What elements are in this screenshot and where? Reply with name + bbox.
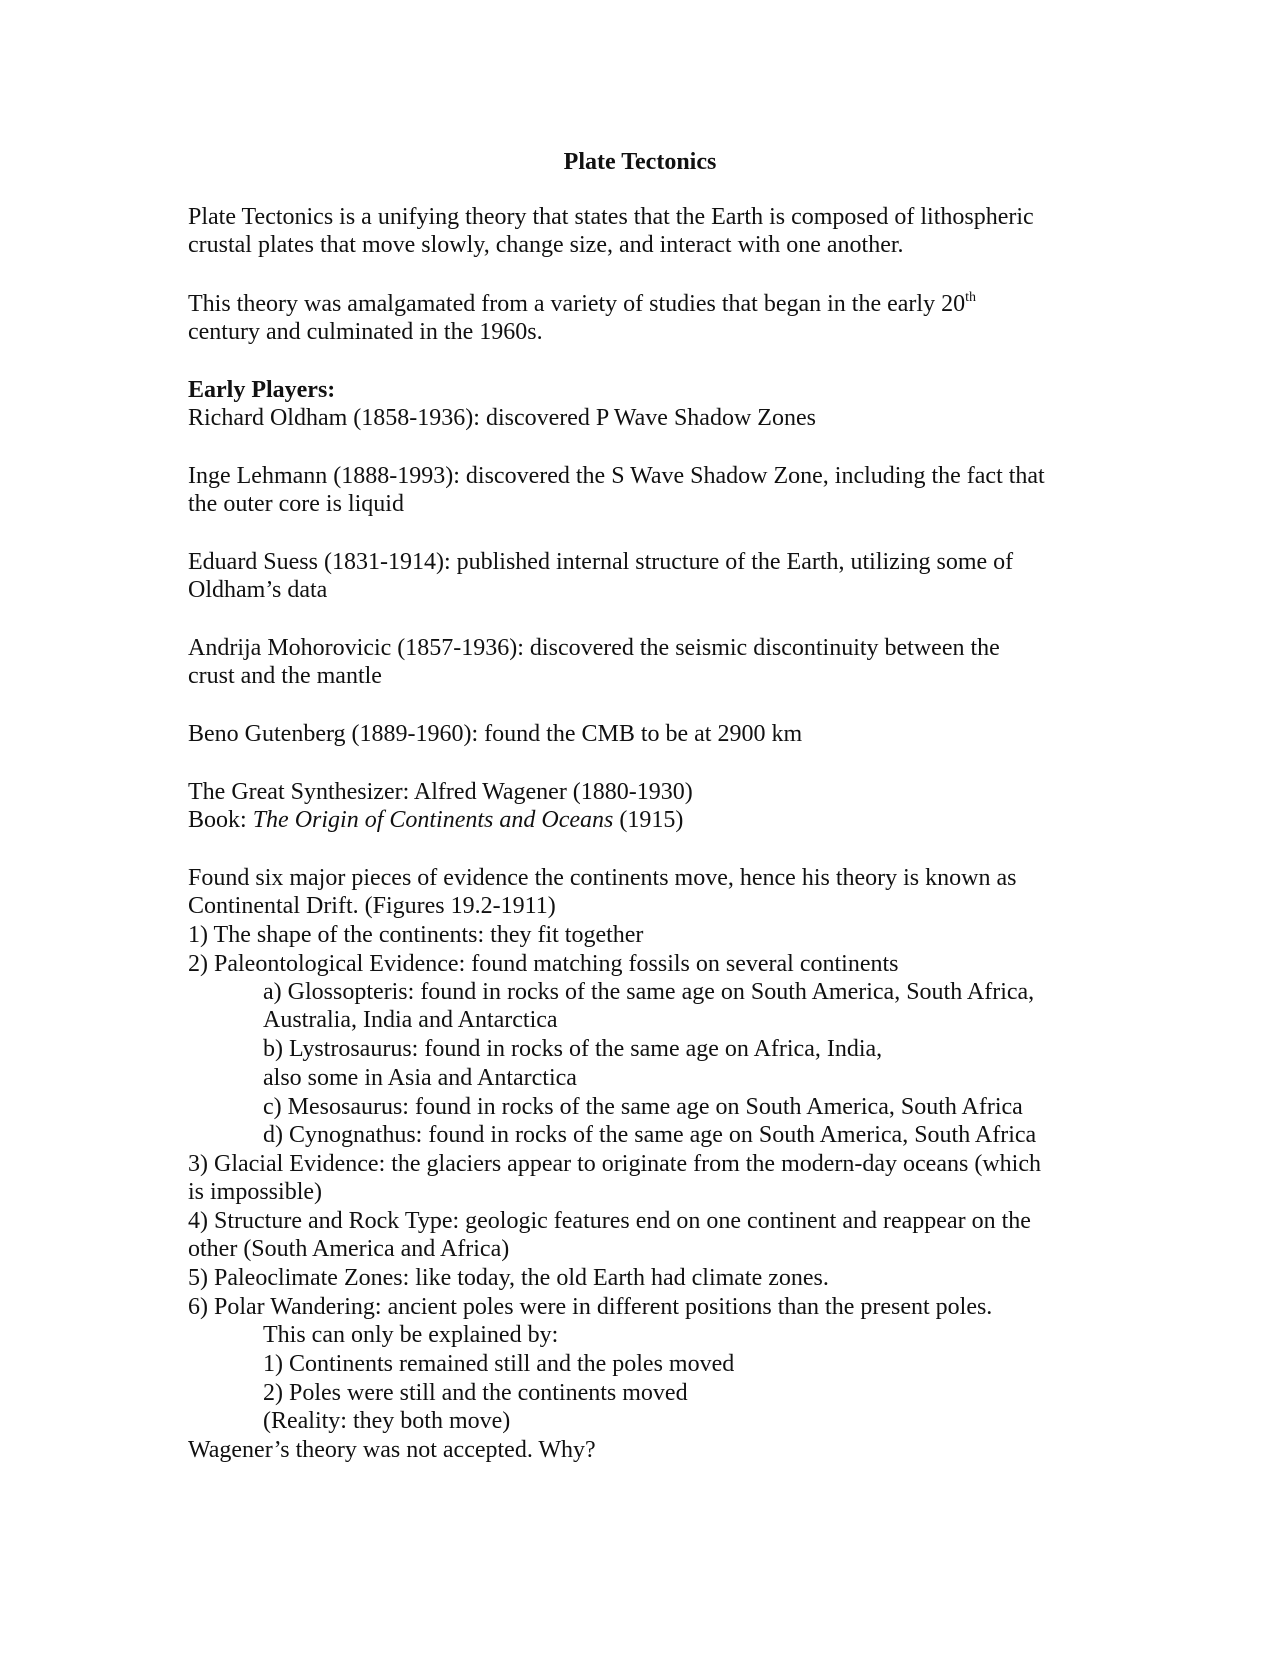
evidence-intro-line-1: Found six major pieces of evidence the continents move, hence his theory is known as: [188, 865, 1017, 891]
page-title: Plate Tectonics: [563, 149, 717, 175]
evidence-item-6-option-2: 2) Poles were still and the continents moved: [263, 1380, 688, 1406]
intro-line-1: Plate Tectonics is a unifying theory that states that the Earth is composed of lithospheric: [188, 204, 1034, 230]
evidence-item-5: 5) Paleoclimate Zones: like today, the old Earth had climate zones.: [188, 1265, 829, 1291]
synthesizer-line: The Great Synthesizer: Alfred Wagener (1880-1930): [188, 779, 693, 805]
evidence-item-1: 1) The shape of the continents: they fit together: [188, 922, 644, 948]
evidence-item-2b-line-2: also some in Asia and Antarctica: [263, 1065, 577, 1091]
evidence-item-2d: d) Cynognathus: found in rocks of the same age on South America, South Africa: [263, 1122, 1037, 1148]
book-title: The Origin of Continents and Oceans: [252, 807, 614, 833]
evidence-item-6-reality: (Reality: they both move): [263, 1408, 511, 1434]
evidence-item-2c: c) Mesosaurus: found in rocks of the same age on South America, South Africa: [263, 1094, 1023, 1120]
history-line-1: [188, 290, 976, 318]
player-mohorovicic-line-1: Andrija Mohorovicic (1857-1936): discovered the seismic discontinuity between the: [188, 635, 1000, 661]
evidence-item-2: 2) Paleontological Evidence: found matching fossils on several continents: [188, 951, 899, 977]
evidence-item-4-line-2: other (South America and Africa): [188, 1236, 510, 1262]
evidence-item-2a-line-2: Australia, India and Antarctica: [263, 1007, 558, 1033]
book-line: [188, 806, 683, 834]
player-lehmann-line-2: the outer core is liquid: [188, 491, 404, 517]
player-suess-line-1: Eduard Suess (1831-1914): published internal structure of the Earth, utilizing some of: [188, 549, 1014, 575]
ordinal-superscript: th: [965, 290, 976, 305]
history-text: This theory was amalgamated from a variety of studies that began in the early 20: [188, 291, 966, 317]
evidence-item-6-intro: This can only be explained by:: [263, 1322, 559, 1348]
player-gutenberg: Beno Gutenberg (1889-1960): found the CMB to be at 2900 km: [188, 721, 803, 747]
early-players-heading: Early Players:: [188, 377, 336, 403]
player-suess-line-2: Oldham’s data: [188, 577, 328, 603]
evidence-item-4-line-1: 4) Structure and Rock Type: geologic features end on one continent and reappear on the: [188, 1208, 1031, 1234]
evidence-item-3-line-1: 3) Glacial Evidence: the glaciers appear to originate from the modern-day oceans (which: [188, 1151, 1041, 1177]
player-lehmann-line-1: Inge Lehmann (1888-1993): discovered the S Wave Shadow Zone, including the fact that: [188, 463, 1045, 489]
book-year: (1915): [613, 807, 684, 833]
closing-line: Wagener’s theory was not accepted. Why?: [188, 1437, 596, 1463]
evidence-item-6-option-1: 1) Continents remained still and the poles moved: [263, 1351, 735, 1377]
intro-line-2: crustal plates that move slowly, change size, and interact with one another.: [188, 232, 904, 258]
evidence-item-2b-line-1: b) Lystrosaurus: found in rocks of the same age on Africa, India,: [263, 1036, 883, 1062]
evidence-intro-line-2: Continental Drift. (Figures 19.2-1911): [188, 893, 556, 919]
book-label: Book:: [188, 807, 253, 833]
player-mohorovicic-line-2: crust and the mantle: [188, 663, 382, 689]
history-line-2: century and culminated in the 1960s.: [188, 319, 543, 345]
player-oldham: Richard Oldham (1858-1936): discovered P Wave Shadow Zones: [188, 405, 816, 431]
evidence-item-3-line-2: is impossible): [188, 1179, 323, 1205]
evidence-item-6: 6) Polar Wandering: ancient poles were in different positions than the present poles.: [188, 1294, 993, 1320]
evidence-item-2a-line-1: a) Glossopteris: found in rocks of the same age on South America, South Africa,: [263, 979, 1035, 1005]
